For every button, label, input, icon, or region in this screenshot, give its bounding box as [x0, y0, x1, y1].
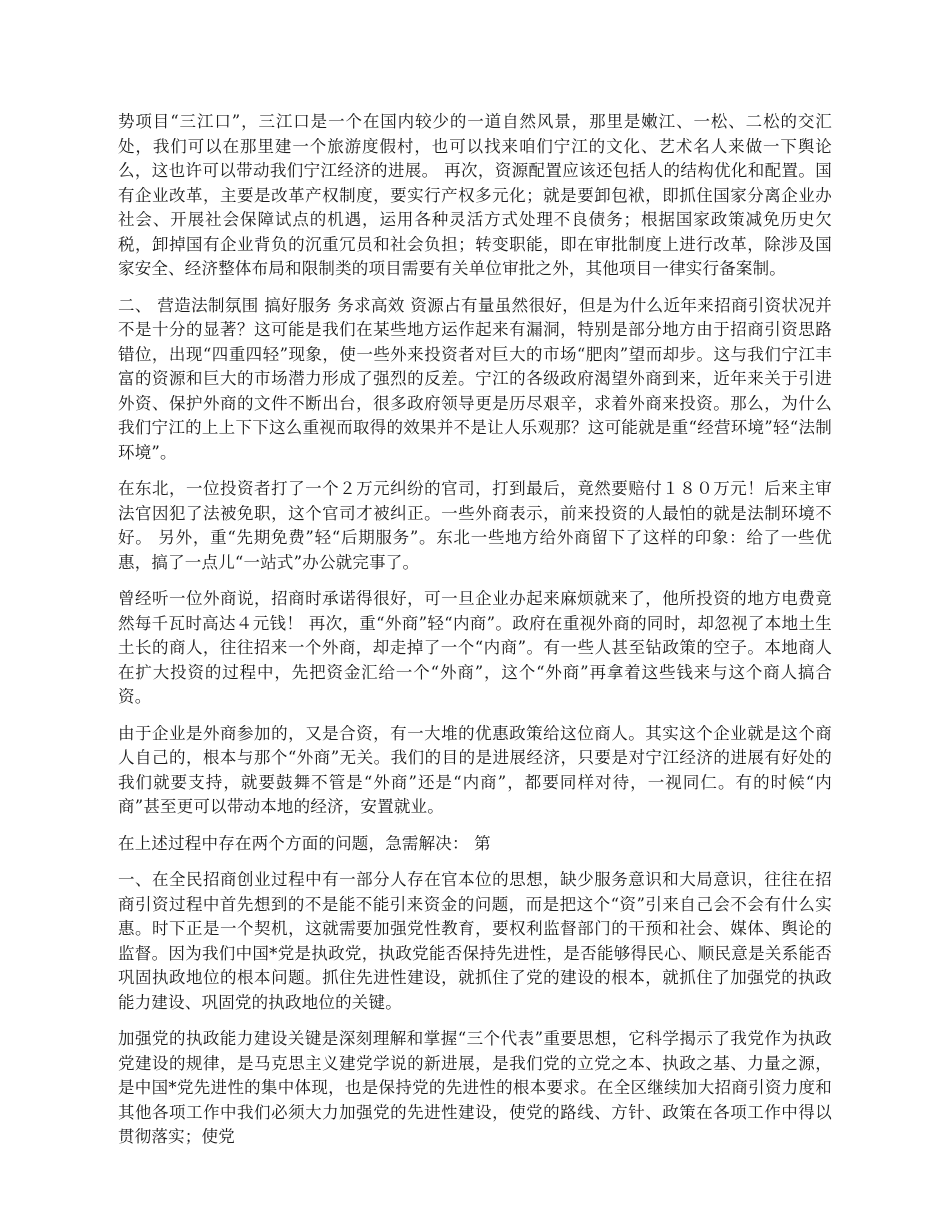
paragraph-5: 由于企业是外商参加的，又是合资，有一大堆的优惠政策给这位商人。其实这个企业就是这个商人自己的，根本与那个“外商”无关。我们的目的是进展经济，只要是对宁江经济的进展有好处的我们就要支持，就要鼓舞不管是“外商”还是“内商”，都要同样对待，一视同仁。有的时候“内商”甚至更可以带动本地的经济，安置就业。: [118, 723, 832, 816]
paragraph-6: 在上述过程中存在两个方面的问题，急需解决： 第: [118, 833, 491, 853]
paragraph-7: 一、在全民招商创业过程中有一部分人存在官本位的思想，缺少服务意识和大局意识，往往在招商引资过程中首先想到的不是能不能引来资金的问题，而是把这个“资”引来自己会不会有什么实惠。时下正是一个契机，这就需要加强党性教育，要权利监督部门的干预和社会、媒体、舆论的监督。因为我们中国*党是执政党，执政党能否保持先进性，是否能够得民心、顺民意是关系能否巩固执政地位的根本问题。抓住先进性建设，就抓住了党的建设的根本，就抓住了加强党的执政能力建设、巩固党的执政地位的关键。: [118, 870, 832, 1012]
paragraph-2: 二、 营造法制氛围 搞好服务 务求高效 资源占有量虽然很好，但是为什么近年来招商引资状况并不是十分的显著？这可能是我们在某些地方运作起来有漏洞，特别是部分地方由于招商引资思路错位，出现“四重四轻”现象，使一些外来投资者对巨大的市场“肥肉”望而却步。这与我们宁江丰富的资源和巨大的市场潜力形成了强烈的反差。宁江的各级政府渴望外商到来，近年来关于引进外资、保护外商的文件不断出台，很多政府领导更是历尽艰辛，求着外商来投资。那么，为什么我们宁江的上上下下这么重视而取得的效果并不是让人乐观那？这可能就是重“经营环境”轻“法制环境”。: [118, 295, 832, 462]
paragraph-3: 在东北，一位投资者打了一个２万元纠纷的官司，打到最后，竟然要赔付１８０万元！后来主审法官因犯了法被免职，这个官司才被纠正。一些外商表示，前来投资的人最怕的就是法制环境不好。 另外，重“先期免费”轻“后期服务”。东北一些地方给外商留下了这样的印象：给了一些优惠，搞了一点儿“一站式”办公就完事了。: [118, 479, 832, 572]
document-page: [118, 110, 832, 1162]
paragraph-1: 势项目“三江口”，三江口是一个在国内较少的一道自然风景，那里是嫩江、一松、二松的交汇处，我们可以在那里建一个旅游度假村，也可以找来咱们宁江的文化、艺术名人来做一下舆论么，这也许可以带动我们宁江经济的进展。 再次，资源配置应该还包括人的结构优化和配置。国有企业改革，主要是改革产权制度，要实行产权多元化；就是要卸包袱，即抓住国家分离企业办社会、开展社会保障试点的机遇，运用各种灵活方式处理不良债务；根据国家政策减免历史欠税，卸掉国有企业背负的沉重冗员和社会负担；转变职能，即在审批制度上进行改革，除涉及国家安全、经济整体布局和限制类的项目需要有关单位审批之外，其他项目一律实行备案制。: [118, 112, 832, 278]
paragraph-8: 加强党的执政能力建设关键是深刻理解和掌握“三个代表”重要思想，它科学揭示了我党作为执政党建设的规律，是马克思主义建党学说的新进展，是我们党的立党之本、执政之基、力量之源，是中国*党先进性的集中体现，也是保持党的先进性的根本要求。在全区继续加大招商引资力度和其他各项工作中我们必须大力加强党的先进性建设，使党的路线、方针、政策在各项工作中得以贯彻落实；使党: [118, 1029, 832, 1146]
paragraph-4: 曾经听一位外商说，招商时承诺得很好，可一旦企业办起来麻烦就来了，他所投资的地方电费竟然每千瓦时高达４元钱！ 再次，重“外商”轻“内商”。政府在重视外商的同时，却忽视了本地土生土长的商人，往往招来一个外商，却走掉了一个“内商”。有一些人甚至钻政策的空子。本地商人在扩大投资的过程中，先把资金汇给一个“外商”，这个“外商”再拿着这些钱来与这个商人搞合资。: [118, 589, 832, 706]
